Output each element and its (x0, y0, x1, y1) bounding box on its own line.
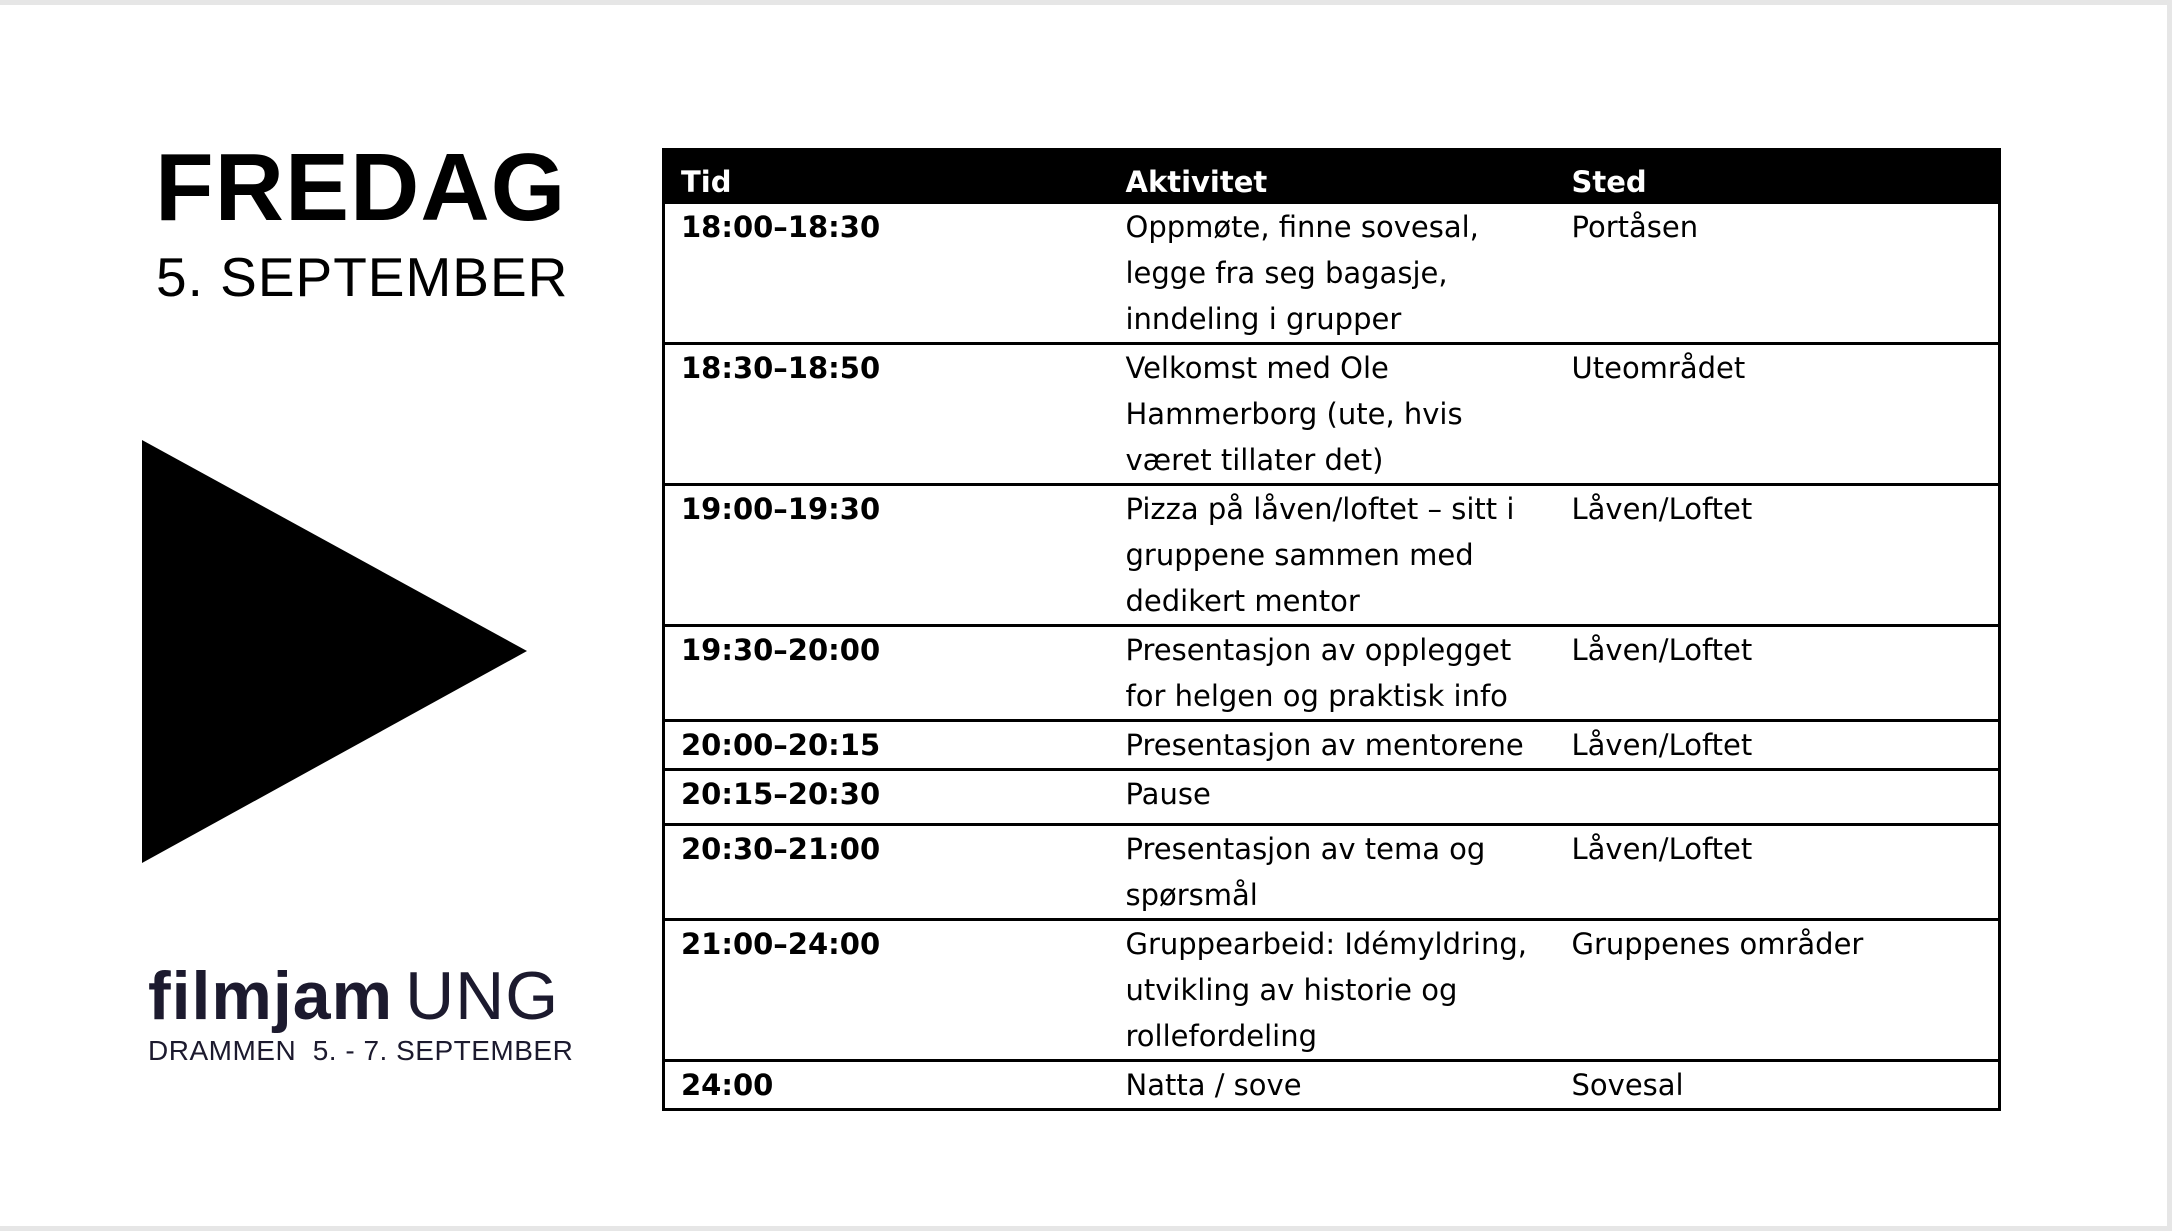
table-row (664, 626, 2000, 721)
table-row (664, 770, 2000, 825)
row-time: 19:00–19:30 (664, 485, 1110, 626)
table-row (664, 920, 2000, 1061)
row-activity: Presentasjon av tema og spørsmål (1110, 825, 1556, 920)
row-location: Låven/Loftet (1556, 721, 2000, 770)
row-location: Sovesal (1556, 1061, 2000, 1110)
column-header-activity: Aktivitet (1110, 150, 1556, 203)
row-activity: Velkomst med Ole Hammerborg (ute, hvis været tillater det) (1110, 344, 1556, 485)
row-activity: Pizza på låven/loftet – sitt i gruppene sammen med dedikert mentor (1110, 485, 1556, 626)
row-location: Låven/Loftet (1556, 626, 2000, 721)
row-location: Uteområdet (1556, 344, 2000, 485)
row-time: 18:00–18:30 (664, 203, 1110, 344)
brand-subtitle: DRAMMEN 5. - 7. SEPTEMBER (148, 1035, 574, 1066)
column-header-location: Sted (1556, 150, 2000, 203)
row-activity: Presentasjon av mentorene (1110, 721, 1556, 770)
table-row (664, 203, 2000, 344)
column-header-time: Tid (664, 150, 1110, 203)
row-time: 24:00 (664, 1061, 1110, 1110)
row-location: Låven/Loftet (1556, 485, 2000, 626)
row-time: 20:30–21:00 (664, 825, 1110, 920)
table-row (664, 721, 2000, 770)
row-activity: Presentasjon av opplegget for helgen og praktisk info (1110, 626, 1556, 721)
row-time: 21:00–24:00 (664, 920, 1110, 1061)
brand-name-light: UNG (405, 958, 560, 1034)
table-row (664, 1061, 2000, 1110)
row-activity: Pause (1110, 770, 1556, 825)
row-time: 20:00–20:15 (664, 721, 1110, 770)
row-time: 19:30–20:00 (664, 626, 1110, 721)
row-time: 18:30–18:50 (664, 344, 1110, 485)
row-location: Gruppenes områder (1556, 920, 2000, 1061)
bottom-border (0, 1226, 2172, 1231)
right-border (2167, 0, 2172, 1231)
row-location: Portåsen (1556, 203, 2000, 344)
row-activity: Natta / sove (1110, 1061, 1556, 1110)
brand-name-bold: filmjam (148, 958, 394, 1034)
table-row (664, 344, 2000, 485)
row-location (1556, 770, 2000, 825)
day-title: FREDAG (155, 134, 567, 241)
day-date: 5. SEPTEMBER (156, 246, 569, 308)
row-activity: Gruppearbeid: Idémyldring, utvikling av historie og rollefordeling (1110, 920, 1556, 1061)
play-triangle-icon (142, 440, 527, 863)
table-row (664, 485, 2000, 626)
table-row (664, 825, 2000, 920)
top-border (0, 0, 2172, 5)
table-header-row (664, 150, 2000, 203)
row-location: Låven/Loftet (1556, 825, 2000, 920)
row-time: 20:15–20:30 (664, 770, 1110, 825)
schedule-table (662, 148, 2001, 1111)
row-activity: Oppmøte, finne sovesal, legge fra seg bagasje, inndeling i grupper (1110, 203, 1556, 344)
brand-logo (148, 958, 560, 1034)
